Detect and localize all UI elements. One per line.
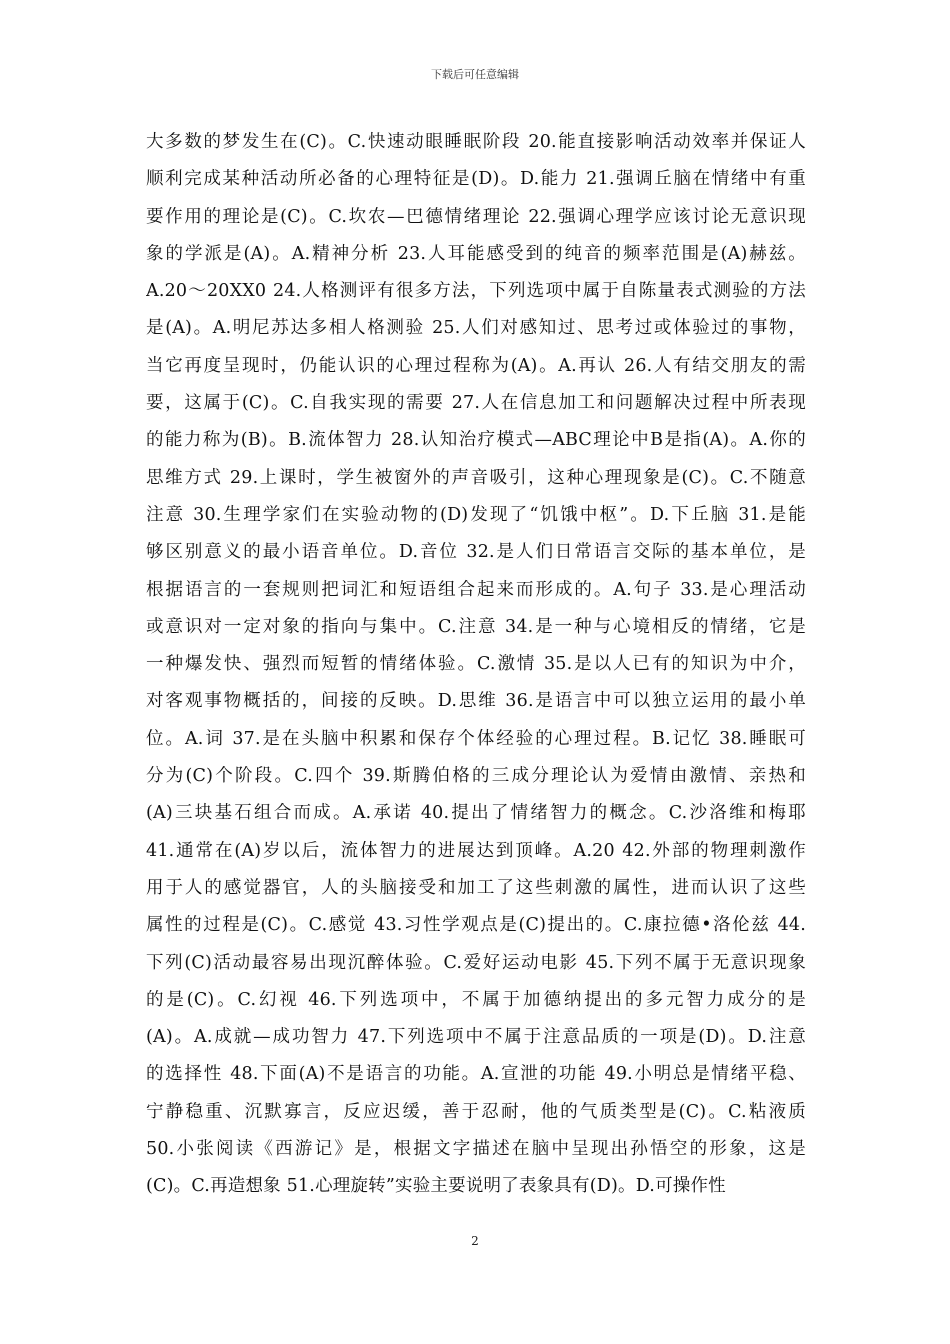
text-line: 够区别意义的最小语音单位。D.音位 32.是人们日常语言交际的基本单位，是 xyxy=(146,542,806,563)
text-line: 50.小张阅读《西游记》是，根据文字描述在脑中呈现出孙悟空的形象，这是 xyxy=(146,1139,806,1160)
text-line: 一种爆发快、强烈而短暂的情绪体验。C.激情 35.是以人已有的知识为中介， xyxy=(146,654,806,675)
text-line: 分为(C)个阶段。C.四个 39.斯腾伯格的三成分理论认为爱情由激情、亲热和 xyxy=(146,766,806,787)
text-line: 的选择性 48.下面(A)不是语言的功能。A.宣泄的功能 49.小明总是情绪平稳、 xyxy=(146,1064,806,1085)
text-line: 41.通常在(A)岁以后，流体智力的进展达到顶峰。A.20 42.外部的物理刺激作 xyxy=(146,840,806,861)
text-line: 根据语言的一套规则把词汇和短语组合起来而形成的。A.句子 33.是心理活动 xyxy=(146,579,806,600)
text-line: 位。A.词 37.是在头脑中积累和保存个体经验的心理过程。B.记忆 38.睡眠可 xyxy=(146,728,806,749)
page-header: 下载后可任意编辑 xyxy=(431,68,519,81)
text-line: 象的学派是(A)。A.精神分析 23.人耳能感受到的纯音的频率范围是(A)赫兹。 xyxy=(146,243,806,264)
text-line: 要作用的理论是(C)。C.坎农—巴德情绪理论 22.强调心理学应该讨论无意识现 xyxy=(146,206,806,227)
text-line: A.20～20XX0 24.人格测评有很多方法，下列选项中属于自陈量表式测验的方法 xyxy=(146,281,806,302)
text-line: (A)三块基石组合而成。A.承诺 40.提出了情绪智力的概念。C.沙洛维和梅耶 xyxy=(146,803,806,824)
text-line: 宁静稳重、沉默寡言，反应迟缓，善于忍耐，他的气质类型是(C)。C.粘液质 xyxy=(146,1101,806,1122)
text-line: 注意 30.生理学家们在实验动物的(D)发现了“饥饿中枢”。D.下丘脑 31.是能 xyxy=(146,504,806,525)
text-line: 顺利完成某种活动所必备的心理特征是(D)。D.能力 21.强调丘脑在情绪中有重 xyxy=(146,169,806,190)
text-line: (C)。C.再造想象 51.心理旋转”实验主要说明了表象具有(D)。D.可操作性 xyxy=(146,1176,726,1197)
text-line: 下列(C)活动最容易出现沉醉体验。C.爱好运动电影 45.下列不属于无意识现象 xyxy=(146,952,806,973)
text-line: 或意识对一定对象的指向与集中。C.注意 34.是一种与心境相反的情绪，它是 xyxy=(146,616,806,637)
text-line: 当它再度呈现时，仍能认识的心理过程称为(A)。A.再认 26.人有结交朋友的需 xyxy=(146,355,806,376)
text-line: 要，这属于(C)。C.自我实现的需要 27.人在信息加工和问题解决过程中所表现 xyxy=(146,393,806,414)
text-line: (A)。A.成就—成功智力 47.下列选项中不属于注意品质的一项是(D)。D.注意 xyxy=(146,1027,806,1048)
body-text xyxy=(146,124,806,1206)
page-number: 2 xyxy=(471,1234,479,1248)
text-line: 用于人的感觉器官，人的头脑接受和加工了这些刺激的属性，进而认识了这些 xyxy=(146,877,806,898)
text-line: 是(A)。A.明尼苏达多相人格测验 25.人们对感知过、思考过或体验过的事物， xyxy=(146,318,806,339)
text-line: 的是(C)。C.幻视 46.下列选项中，不属于加德纳提出的多元智力成分的是 xyxy=(146,989,806,1010)
text-line: 的能力称为(B)。B.流体智力 28.认知治疗模式—ABC理论中B是指(A)。A.你的 xyxy=(146,430,806,451)
text-line: 思维方式 29.上课时，学生被窗外的声音吸引，这种心理现象是(C)。C.不随意 xyxy=(146,467,806,488)
text-line: 大多数的梦发生在(C)。C.快速动眼睡眠阶段 20.能直接影响活动效率并保证人 xyxy=(146,132,806,152)
text-line: 对客观事物概括的，间接的反映。D.思维 36.是语言中可以独立运用的最小单 xyxy=(146,691,806,712)
text-line: 属性的过程是(C)。C.感觉 43.习性学观点是(C)提出的。C.康拉德•洛伦兹 44. xyxy=(146,915,806,936)
